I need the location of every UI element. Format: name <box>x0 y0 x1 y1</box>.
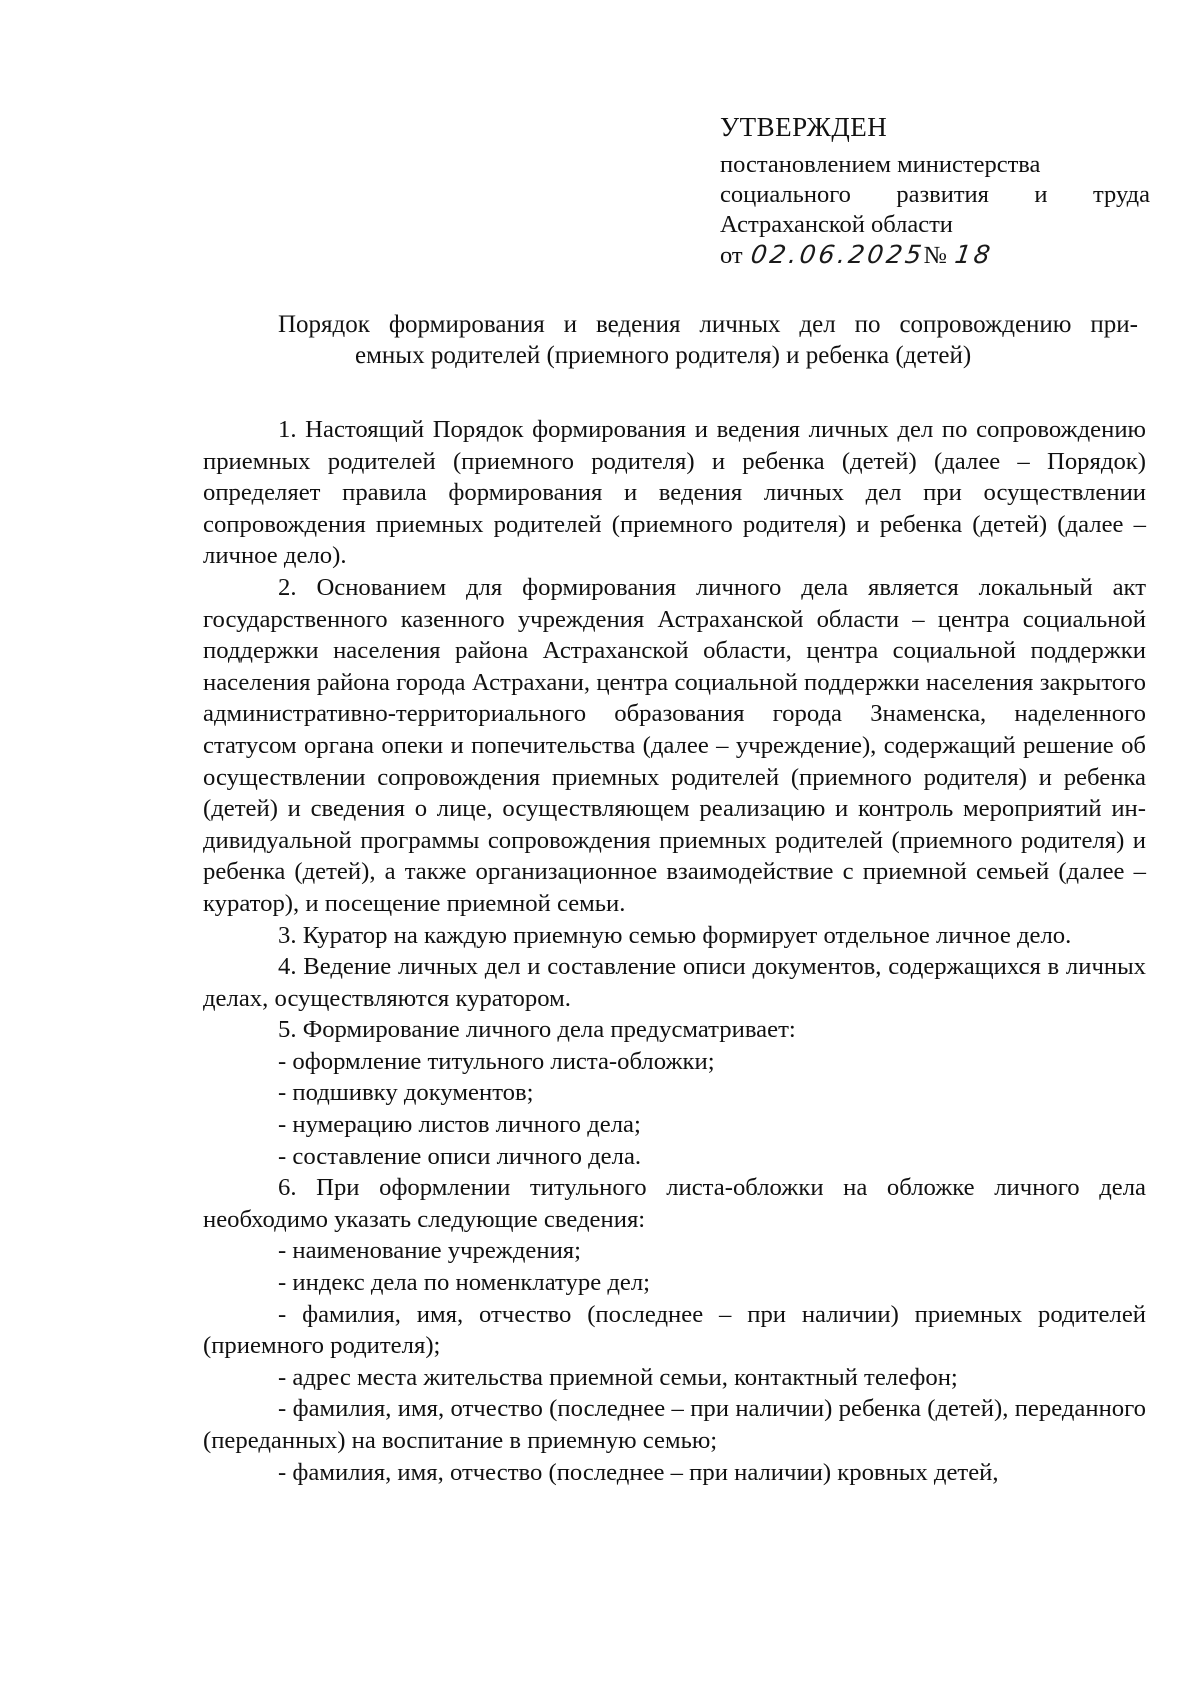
title-line-2: емных родителей (приемного родителя) и ребенка (детей) <box>355 342 972 369</box>
list-item: - нумерацию листов личного дела; <box>278 1111 641 1139</box>
approval-block <box>720 112 1150 271</box>
approval-date-line <box>720 240 1150 271</box>
list-item: - фамилия, имя, отчество (последнее – при наличии) приемных родителей (приемного родителя); <box>203 1300 1146 1360</box>
list-item: - наименование учреждения; <box>278 1237 582 1265</box>
handwritten-date: 02.06.2025 <box>748 240 926 269</box>
document-body <box>203 414 1146 1488</box>
list-item: - фамилия, имя, отчество (последнее – при наличии) кровных детей, <box>278 1458 999 1486</box>
list-item: - подшивку документов; <box>278 1079 534 1107</box>
paragraph-2: 2. Основанием для формирования личного дела является локальный акт государственного казенного учреждения Астраханской области – центра социальной поддержки населения района Астраханской области, центра социальной поддержки населения района города Астрахани, центра социальной поддержки населения закрытого административно-территориального образования города Знаменска, наделенного статусом органа опеки и попечительства (далее – учреждение), содержащий решение об осуществлении сопровождения приемных родителей (приемного родителя) и ребенка (детей) и сведения о лице, осуществляющем реализацию и контроль мероприятий индивидуальной программы сопровождения приемных родителей (приемного родителя) и ребенка (детей), а также организационное взаимодействие с приемной семьей (далее – куратор), и посещение приемной семьи. <box>203 573 1146 917</box>
list-item: - индекс дела по номенклатуре дел; <box>278 1269 651 1297</box>
list-item: - оформление титульного листа-обложки; <box>278 1047 715 1075</box>
title-line-1: Порядок формирования и ведения личных дел по сопровождению при- <box>278 311 1138 338</box>
approval-line-3: Астраханской области <box>720 211 953 238</box>
number-sign: № <box>923 242 948 269</box>
approval-line-2: социального развития и труда <box>720 181 1150 208</box>
paragraph-6: 6. При оформлении титульного листа-обложки на обложке личного дела необходимо указать следующие сведения: <box>203 1174 1146 1233</box>
handwritten-number: 18 <box>953 240 996 269</box>
paragraph-3: 3. Куратор на каждую приемную семью формирует отдельное личное дело. <box>278 921 1072 949</box>
paragraph-1: 1. Настоящий Порядок формирования и ведения личных дел по сопровождению приемных родителей (приемного родителя) и ребенка (детей) (далее – Порядок) определяет правила формирования и ведения личных дел при осуществлении сопровождения приемных родителей (приемного родителя) и ребенка (детей) (далее – личное дело). <box>203 416 1146 570</box>
approval-date-prefix: от <box>720 242 743 269</box>
list-item: - составление описи личного дела. <box>278 1142 642 1170</box>
paragraph-5: 5. Формирование личного дела предусматривает: <box>278 1016 796 1044</box>
document-title <box>278 309 1138 371</box>
approval-heading: УТВЕРЖДЕН <box>720 112 888 142</box>
list-item: - адрес места жительства приемной семьи, контактный телефон; <box>278 1363 958 1391</box>
approval-line-1: постановлением министерства <box>720 151 1041 178</box>
paragraph-4: 4. Ведение личных дел и составление описи документов, содержащихся в личных делах, осуществляются куратором. <box>203 953 1146 1012</box>
list-item: - фамилия, имя, отчество (последнее – при наличии) ребенка (детей), переданного (переданных) на воспитание в приемную семью; <box>203 1395 1146 1454</box>
